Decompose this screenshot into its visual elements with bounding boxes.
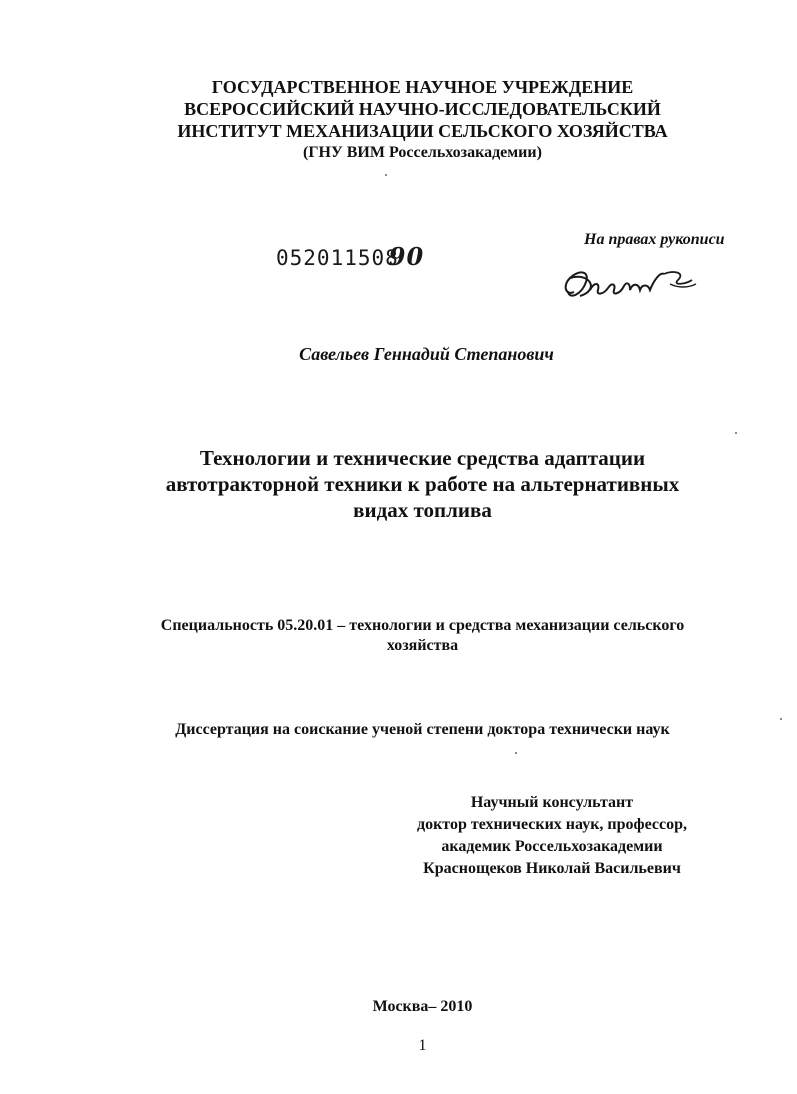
title-line: Технологии и технические средства адаптации xyxy=(199,446,646,470)
specialty xyxy=(24,616,797,656)
dissertation-statement: Диссертация на соискание ученой степени доктора технически наук xyxy=(175,721,670,738)
scan-speck xyxy=(385,174,387,176)
city-year: Москва– 2010 xyxy=(372,998,473,1015)
registry-number-digits: 052011508 xyxy=(276,246,399,270)
consultant-line: доктор технических наук, профессор, xyxy=(416,816,687,833)
registry-number xyxy=(276,242,424,271)
institution-header xyxy=(24,76,797,164)
institution-abbreviation: (ГНУ ВИМ Россельхозакадемии) xyxy=(303,144,542,161)
dissertation-title xyxy=(24,445,797,523)
author-name: Савельев Геннадий Степанович xyxy=(299,344,554,364)
title-line: видах топлива xyxy=(353,498,492,522)
scientific-consultant xyxy=(380,792,724,880)
consultant-line: Краснощеков Николай Васильевич xyxy=(423,860,681,877)
signature-image xyxy=(560,262,700,304)
institution-line: ВСЕРОССИЙСКИЙ НАУЧНО-ИССЛЕДОВАТЕЛЬСКИЙ xyxy=(184,99,661,119)
registry-number-handwritten: 90 xyxy=(388,242,425,271)
consultant-line: Научный консультант xyxy=(470,794,634,811)
scan-speck xyxy=(735,432,737,434)
institution-line: ИНСТИТУТ МЕХАНИЗАЦИИ СЕЛЬСКОГО ХОЗЯЙСТВА xyxy=(177,121,668,141)
manuscript-rights-note: На правах рукописи xyxy=(584,231,725,248)
specialty-line: Специальность 05.20.01 – технологии и средства механизации сельского xyxy=(160,617,685,634)
page-number: 1 xyxy=(418,1037,427,1054)
title-line: автотракторной техники к работе на альтернативных xyxy=(165,472,680,496)
scan-speck xyxy=(780,718,782,720)
consultant-line: академик Россельхозакадемии xyxy=(441,838,663,855)
specialty-line: хозяйства xyxy=(386,637,459,654)
scan-speck xyxy=(515,752,517,754)
institution-line: ГОСУДАРСТВЕННОЕ НАУЧНОЕ УЧРЕЖДЕНИЕ xyxy=(211,77,634,97)
